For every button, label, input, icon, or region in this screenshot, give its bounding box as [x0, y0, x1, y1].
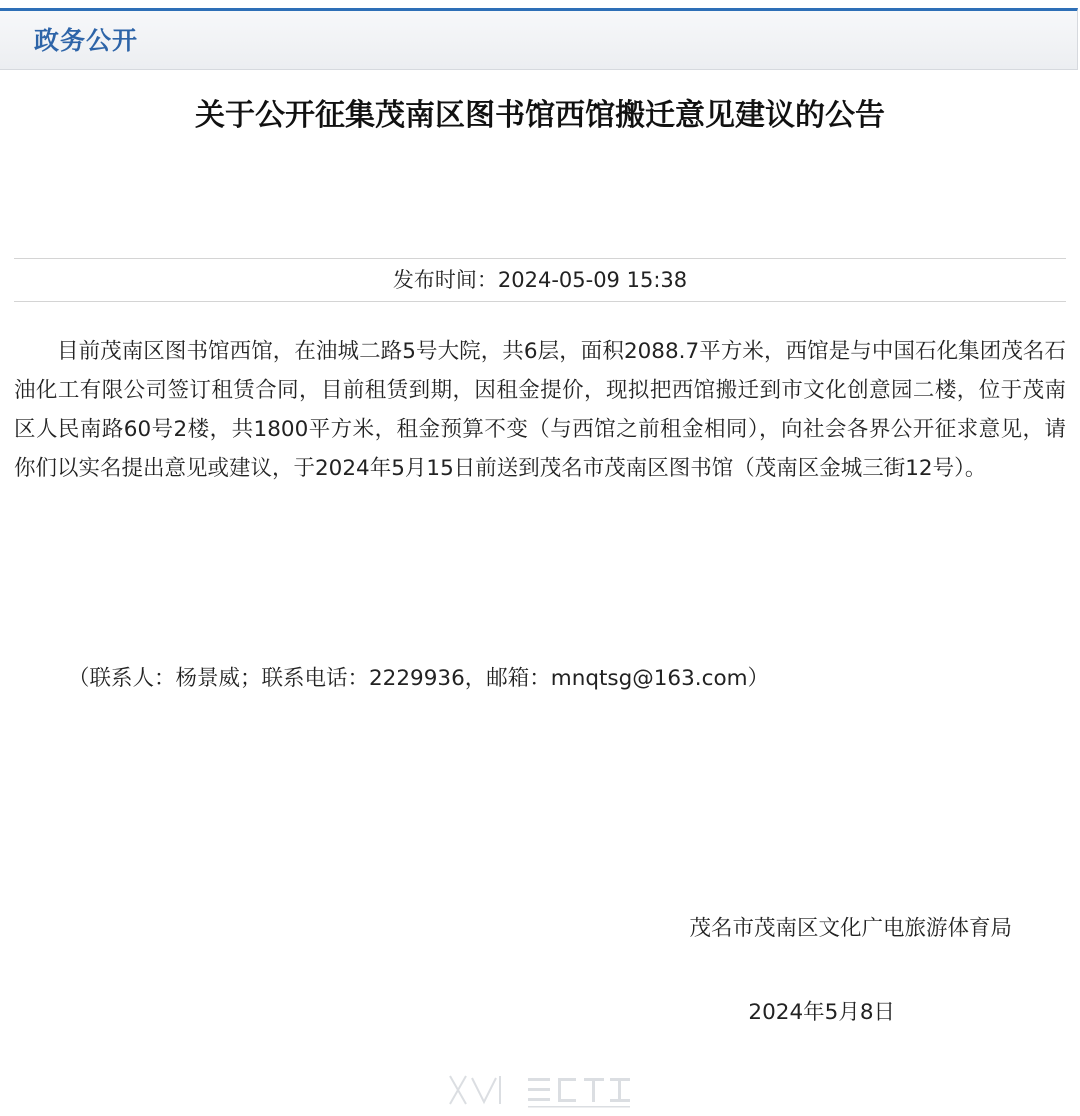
section-title: 政务公开 [34, 26, 139, 55]
contact-info: （联系人：杨景威；联系电话：2229936，邮箱：mnqtsg@163.com） [68, 666, 770, 691]
publish-time: 发布时间：2024-05-09 15:38 [14, 258, 1066, 302]
article-body: 目前茂南区图书馆西馆，在油城二路5号大院，共6层，面积2088.7平方米，西馆是与中国石化集团茂名石油化工有限公司签订租赁合同，目前租赁到期，因租金提价，现拟把西馆搬迁到市文化创意园二楼，位于茂南区人民南路60号2楼，共1800平方米，租金预算不变（与西馆之前租金相同），向社会各界公开征求意见，请你们以实名提出意见或建议，于2024年5月15日前送到茂名市茂南区图书馆（茂南区金城三街12号）。 [14, 339, 1066, 481]
section-header [0, 8, 1078, 70]
site-logo-watermark [440, 1068, 640, 1112]
issuer-name: 茂名市茂南区文化广电旅游体育局 [689, 916, 1012, 941]
article-title: 关于公开征集茂南区图书馆西馆搬迁意见建议的公告 [195, 98, 885, 133]
issue-date: 2024年5月8日 [748, 1000, 895, 1025]
